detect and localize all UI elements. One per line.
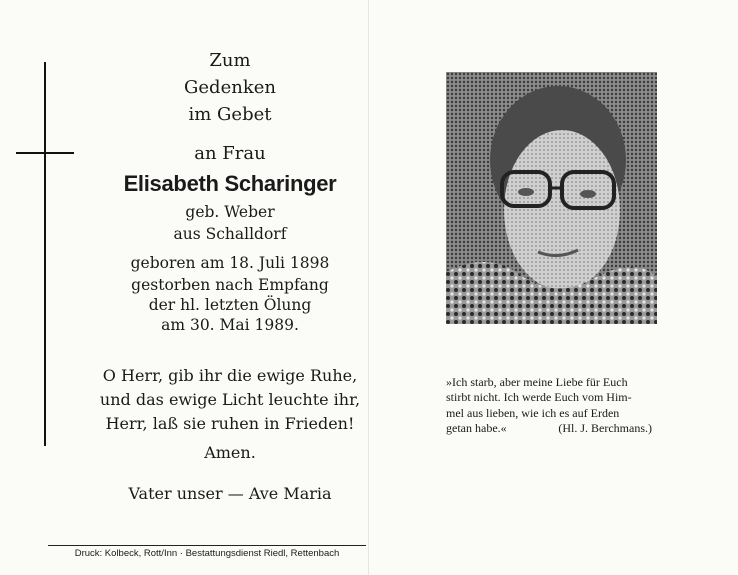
quote-line — [446, 421, 668, 436]
portrait-photo — [446, 72, 657, 324]
death-line: gestorben nach Empfang — [131, 276, 329, 294]
an-frau: an Frau — [194, 143, 266, 164]
quote-line-end: getan habe.« — [446, 421, 507, 436]
death-line: der hl. letzten Ölung — [148, 296, 312, 314]
birth-date: geboren am 18. Juli 1898 — [130, 254, 330, 272]
heading-line: Zum — [209, 50, 251, 71]
deceased-name: Elisabeth Scharinger — [123, 171, 337, 196]
footer-rule — [48, 545, 366, 546]
quote-line: »Ich starb, aber meine Liebe für Euch — [446, 375, 628, 389]
death-date: am 30. Mai 1989. — [161, 316, 299, 334]
closing-prayer: Vater unser — Ave Maria — [128, 484, 332, 503]
portrait-illustration — [446, 72, 657, 324]
quote-line: stirbt nicht. Ich werde Euch vom Him- — [446, 390, 632, 405]
heading-line: Gedenken — [184, 77, 276, 98]
quote-author: (Hl. J. Berchmans.) — [558, 421, 652, 436]
heading-line: im Gebet — [188, 104, 272, 125]
origin: aus Schalldorf — [173, 225, 287, 243]
quote-line: mel aus lieben, wie ich es auf Erden — [446, 405, 620, 420]
amen: Amen. — [204, 443, 256, 462]
quote-block — [446, 375, 668, 437]
cross-icon — [44, 62, 46, 446]
prayer-line: und das ewige Licht leuchte ihr, — [99, 390, 361, 409]
prayer-line: Herr, laß sie ruhen in Frieden! — [105, 414, 355, 433]
prayer-line: O Herr, gib ihr die ewige Ruhe, — [102, 366, 358, 385]
printer-credit: Druck: Kolbeck, Rott/Inn · Bestattungsdienst Riedl, Rettenbach — [74, 548, 340, 559]
cross-icon-crossbar — [16, 152, 74, 154]
maiden-name: geb. Weber — [185, 203, 275, 221]
